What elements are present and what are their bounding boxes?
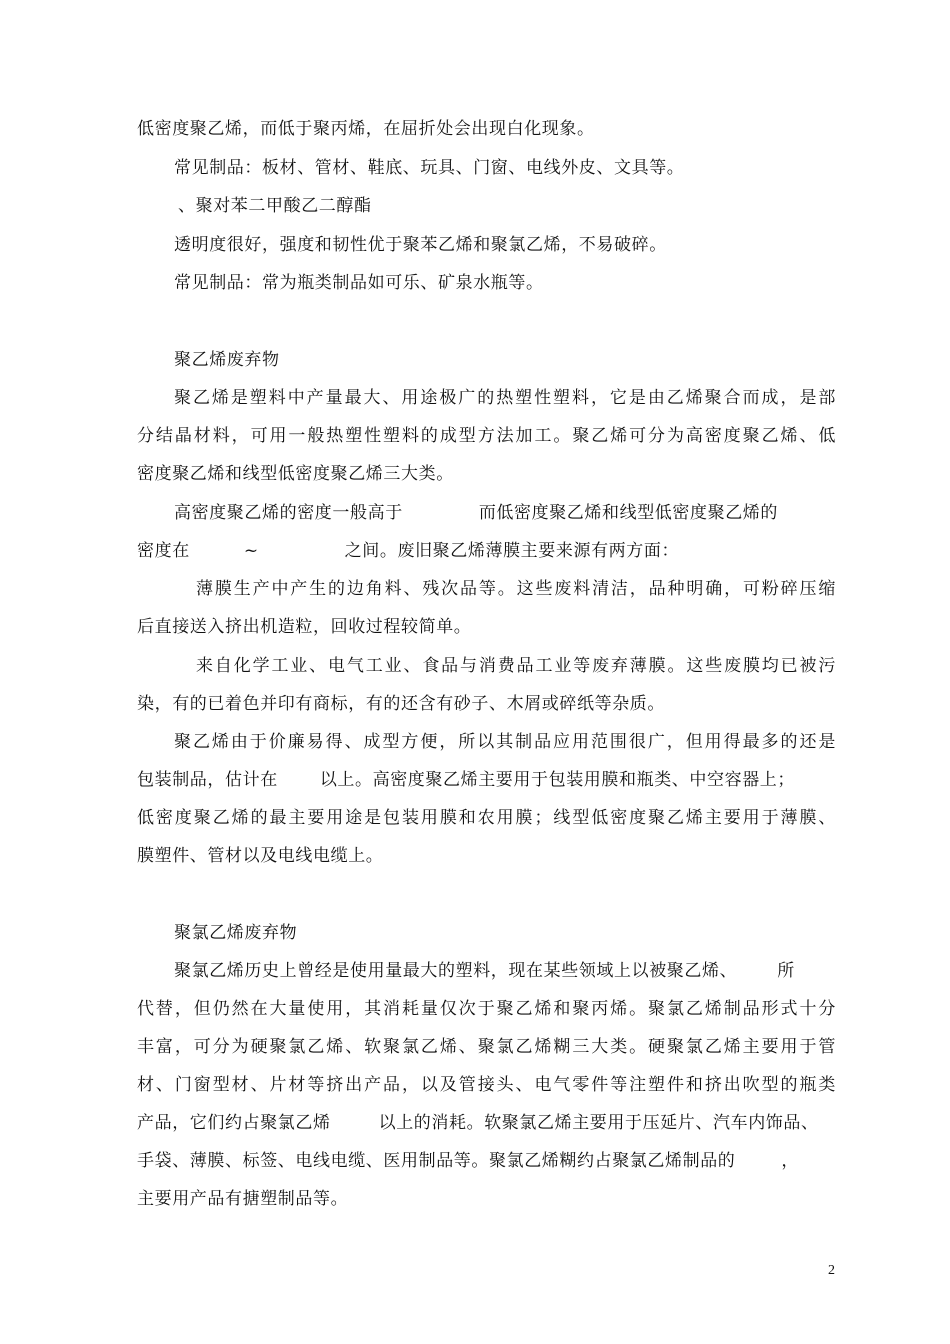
- paragraph-line: [174, 502, 874, 524]
- page-number: 2: [828, 1263, 835, 1278]
- text-segment: 以上的消耗。软聚氯乙烯主要用于压延片、汽车内饰品、: [378, 1113, 819, 1133]
- paragraph-line: 代替，但仍然在大量使用，其消耗量仅次于聚乙烯和聚丙烯。聚氯乙烯制品形式十分: [137, 999, 836, 1019]
- paragraph-line: 透明度很好，强度和韧性优于聚苯乙烯和聚氯乙烯，不易破碎。: [174, 235, 667, 255]
- text-segment: 之间。废旧聚乙烯薄膜主要来源有两方面：: [344, 541, 680, 561]
- paragraph-line: 低密度聚乙烯的最主要用途是包装用膜和农用膜；线型低密度聚乙烯主要用于薄膜、: [137, 808, 836, 828]
- section-heading-pe-waste: 聚乙烯废弃物: [174, 350, 280, 370]
- text-segment: 手袋、薄膜、标签、电线电缆、医用制品等。聚氯乙烯糊约占聚氯乙烯制品的: [137, 1151, 736, 1171]
- paragraph-line: 常见制品：常为瓶类制品如可乐、矿泉水瓶等。: [174, 273, 544, 293]
- paragraph-line: 分结晶材料，可用一般热塑性塑料的成型方法加工。聚乙烯可分为高密度聚乙烯、低: [137, 426, 836, 446]
- paragraph-line: 薄膜生产中产生的边角料、残次品等。这些废料清洁，品种明确，可粉碎压缩: [196, 579, 836, 599]
- paragraph-line: 丰富，可分为硬聚氯乙烯、软聚氯乙烯、聚氯乙烯糊三大类。硬聚氯乙烯主要用于管: [137, 1037, 836, 1057]
- paragraph-line: [174, 960, 874, 982]
- paragraph-line: 常见制品：板材、管材、鞋底、玩具、门窗、电线外皮、文具等。: [174, 158, 685, 178]
- text-segment: 所: [777, 961, 795, 981]
- paragraph-line: [137, 769, 837, 791]
- paragraph-line: 聚乙烯是塑料中产量最大、用途极广的热塑性塑料，它是由乙烯聚合而成，是部: [174, 388, 836, 408]
- section-heading-pvc-waste: 聚氯乙烯废弃物: [174, 923, 298, 943]
- paragraph-line: 聚乙烯由于价廉易得、成型方便，所以其制品应用范围很广，但用得最多的还是: [174, 732, 836, 752]
- text-segment: ，: [781, 1151, 800, 1171]
- paragraph-line: [137, 1150, 837, 1172]
- paragraph-line: 密度聚乙烯和线型低密度聚乙烯三大类。: [137, 464, 454, 484]
- section-heading-pet: 、聚对苯二甲酸乙二醇酯: [178, 196, 372, 216]
- paragraph-line: [137, 1112, 837, 1134]
- text-segment: 以上。高密度聚乙烯主要用于包装用膜和瓶类、中空容器上；: [319, 770, 796, 790]
- text-segment: 高密度聚乙烯的密度一般高于: [174, 503, 403, 523]
- paragraph-line: 染，有的已着色并印有商标，有的还含有砂子、木屑或碎纸等杂质。: [137, 694, 665, 714]
- text-segment: 包装制品，估计在: [137, 770, 278, 790]
- paragraph-line: 后直接送入挤出机造粒，回收过程较简单。: [137, 617, 472, 637]
- text-segment: 产品，它们约占聚氯乙烯: [137, 1113, 331, 1133]
- paragraph-line: 来自化学工业、电气工业、食品与消费品工业等废弃薄膜。这些废膜均已被污: [196, 656, 836, 676]
- paragraph-line: 材、门窗型材、片材等挤出产品，以及管接头、电气零件等注塑件和挤出吹型的瓶类: [137, 1075, 836, 1095]
- paragraph-line: 低密度聚乙烯，而低于聚丙烯，在屈折处会出现白化现象。: [137, 119, 595, 139]
- text-segment: 密度在: [137, 541, 190, 561]
- text-segment: 而低密度聚乙烯和线型低密度聚乙烯的: [478, 503, 779, 523]
- paragraph-line: [137, 540, 837, 562]
- paragraph-line: 膜塑件、管材以及电线电缆上。: [137, 846, 384, 866]
- paragraph-line: 主要用产品有搪塑制品等。: [137, 1189, 349, 1209]
- text-segment: ~: [243, 541, 259, 561]
- text-segment: 聚氯乙烯历史上曾经是使用量最大的塑料，现在某些领域上以被聚乙烯、: [174, 961, 738, 981]
